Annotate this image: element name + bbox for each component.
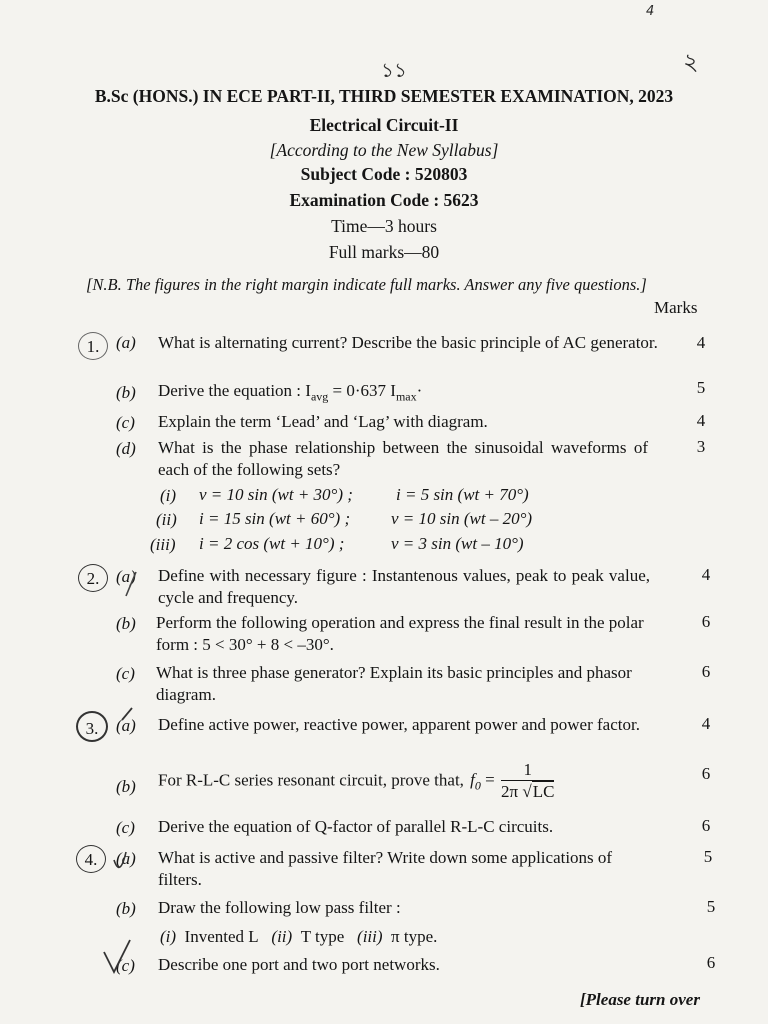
- margin-scribble: 4: [646, 4, 655, 19]
- center-scribble: ১১: [381, 58, 407, 82]
- marks-column-label: Marks: [654, 298, 698, 317]
- part-label: (d): [116, 439, 136, 458]
- resonant-frequency-formula: $f_0$ = $\frac{1}{2\pi √LC}$: [470, 760, 555, 801]
- course-title: Electrical Circuit-II: [309, 115, 459, 135]
- question-number: 2.: [78, 564, 108, 592]
- part-label: (a): [116, 333, 136, 352]
- question-text: For R-L-C series resonant circuit, prove that, $f_0$ = $\frac{1}{2\pi √LC}$: [158, 760, 555, 801]
- question-text: Derive the equation : $I_{avg} = 0\cdot 637$ $I_{max}\cdot$: [158, 381, 423, 404]
- part-label: (a): [116, 716, 136, 735]
- marks-value: 6: [701, 816, 711, 835]
- set-left-expression: v = 10 sin (wt + 30°) ;: [199, 485, 353, 504]
- question-text: Explain the term ‘Lead’ and ‘Lag’ with diagram.: [158, 412, 488, 431]
- part-label: (b): [116, 777, 136, 796]
- part-label: (b): [116, 614, 136, 633]
- filter-options: (i) Invented L (ii) T type (iii) π type.: [160, 927, 438, 946]
- exam-title: B.Sc (HONS.) IN ECE PART-II, THIRD SEMESTER EXAMINATION, 2023: [94, 86, 674, 106]
- subject-code: Subject Code : 520803: [300, 164, 468, 184]
- exam-code: Examination Code : 5623: [289, 190, 479, 210]
- marks-value: 6: [706, 953, 716, 972]
- set-right-expression: i = 5 sin (wt + 70°): [396, 485, 529, 504]
- full-marks: Full marks—80: [328, 242, 440, 262]
- question-text: What is three phase generator? Explain its basic principles and phasor diagram.: [156, 663, 632, 704]
- question-number: 3.: [76, 711, 108, 742]
- set-label: (iii): [150, 535, 176, 554]
- marks-value: 4: [701, 565, 711, 584]
- part-label: (c): [116, 664, 135, 683]
- marks-value: 6: [701, 612, 711, 631]
- marks-value: 6: [701, 662, 711, 681]
- set-left-expression: i = 2 cos (wt + 10°) ;: [199, 534, 345, 553]
- marks-value: 4: [701, 714, 711, 733]
- part-label: (c): [116, 413, 135, 432]
- question-number: 1.: [78, 332, 108, 360]
- question-text: Define active power, reactive power, apparent power and power factor.: [158, 715, 640, 734]
- question-text: Perform the following operation and express the final result in the polar form : 5 < 30° + 8 < –30°.: [156, 613, 644, 654]
- syllabus-note: [According to the New Syllabus]: [269, 140, 499, 160]
- marks-value: 3: [696, 437, 706, 456]
- question-text: Define with necessary figure : Instantenous values, peak to peak value, cycle and frequency.: [158, 566, 650, 607]
- set-left-expression: i = 15 sin (wt + 60°) ;: [199, 509, 351, 528]
- marks-value: 4: [696, 411, 706, 430]
- handwritten-marks: [96, 560, 146, 1020]
- question-text: Draw the following low pass filter :: [158, 898, 401, 917]
- part-label: (c): [116, 818, 135, 837]
- part-label: (b): [116, 383, 136, 402]
- marks-value: 5: [696, 378, 706, 397]
- part-label: (c): [116, 956, 135, 975]
- marks-value: 6: [701, 764, 711, 783]
- question-text: What is alternating current? Describe the basic principle of AC generator.: [158, 333, 658, 352]
- time-allowed: Time—3 hours: [331, 216, 437, 236]
- part-label: (a): [116, 567, 136, 586]
- question-text: Derive the equation of Q-factor of parallel R-L-C circuits.: [158, 817, 554, 836]
- marks-value: 5: [706, 897, 716, 916]
- question-number: 4.: [76, 845, 106, 873]
- part-label: (a): [116, 849, 136, 868]
- question-text: What is active and passive filter? Write down some applications of filters.: [158, 848, 613, 889]
- marks-value: 4: [696, 333, 706, 352]
- marks-value: 5: [703, 847, 713, 866]
- page-number-scribble: ২: [683, 48, 699, 76]
- set-right-expression: v = 3 sin (wt – 10°): [391, 534, 524, 553]
- part-label: (b): [116, 899, 136, 918]
- set-label: (i): [160, 486, 177, 505]
- set-right-expression: v = 10 sin (wt – 20°): [391, 509, 533, 528]
- page-footer: [Please turn over: [580, 990, 700, 1009]
- question-text: What is the phase relationship between the sinusoidal waveforms of each of the following sets?: [158, 438, 648, 479]
- set-label: (ii): [156, 510, 177, 529]
- question-text: Describe one port and two port networks.: [158, 955, 440, 974]
- instruction-note: [N.B. The figures in the right margin indicate full marks. Answer any five questions.]: [86, 275, 647, 294]
